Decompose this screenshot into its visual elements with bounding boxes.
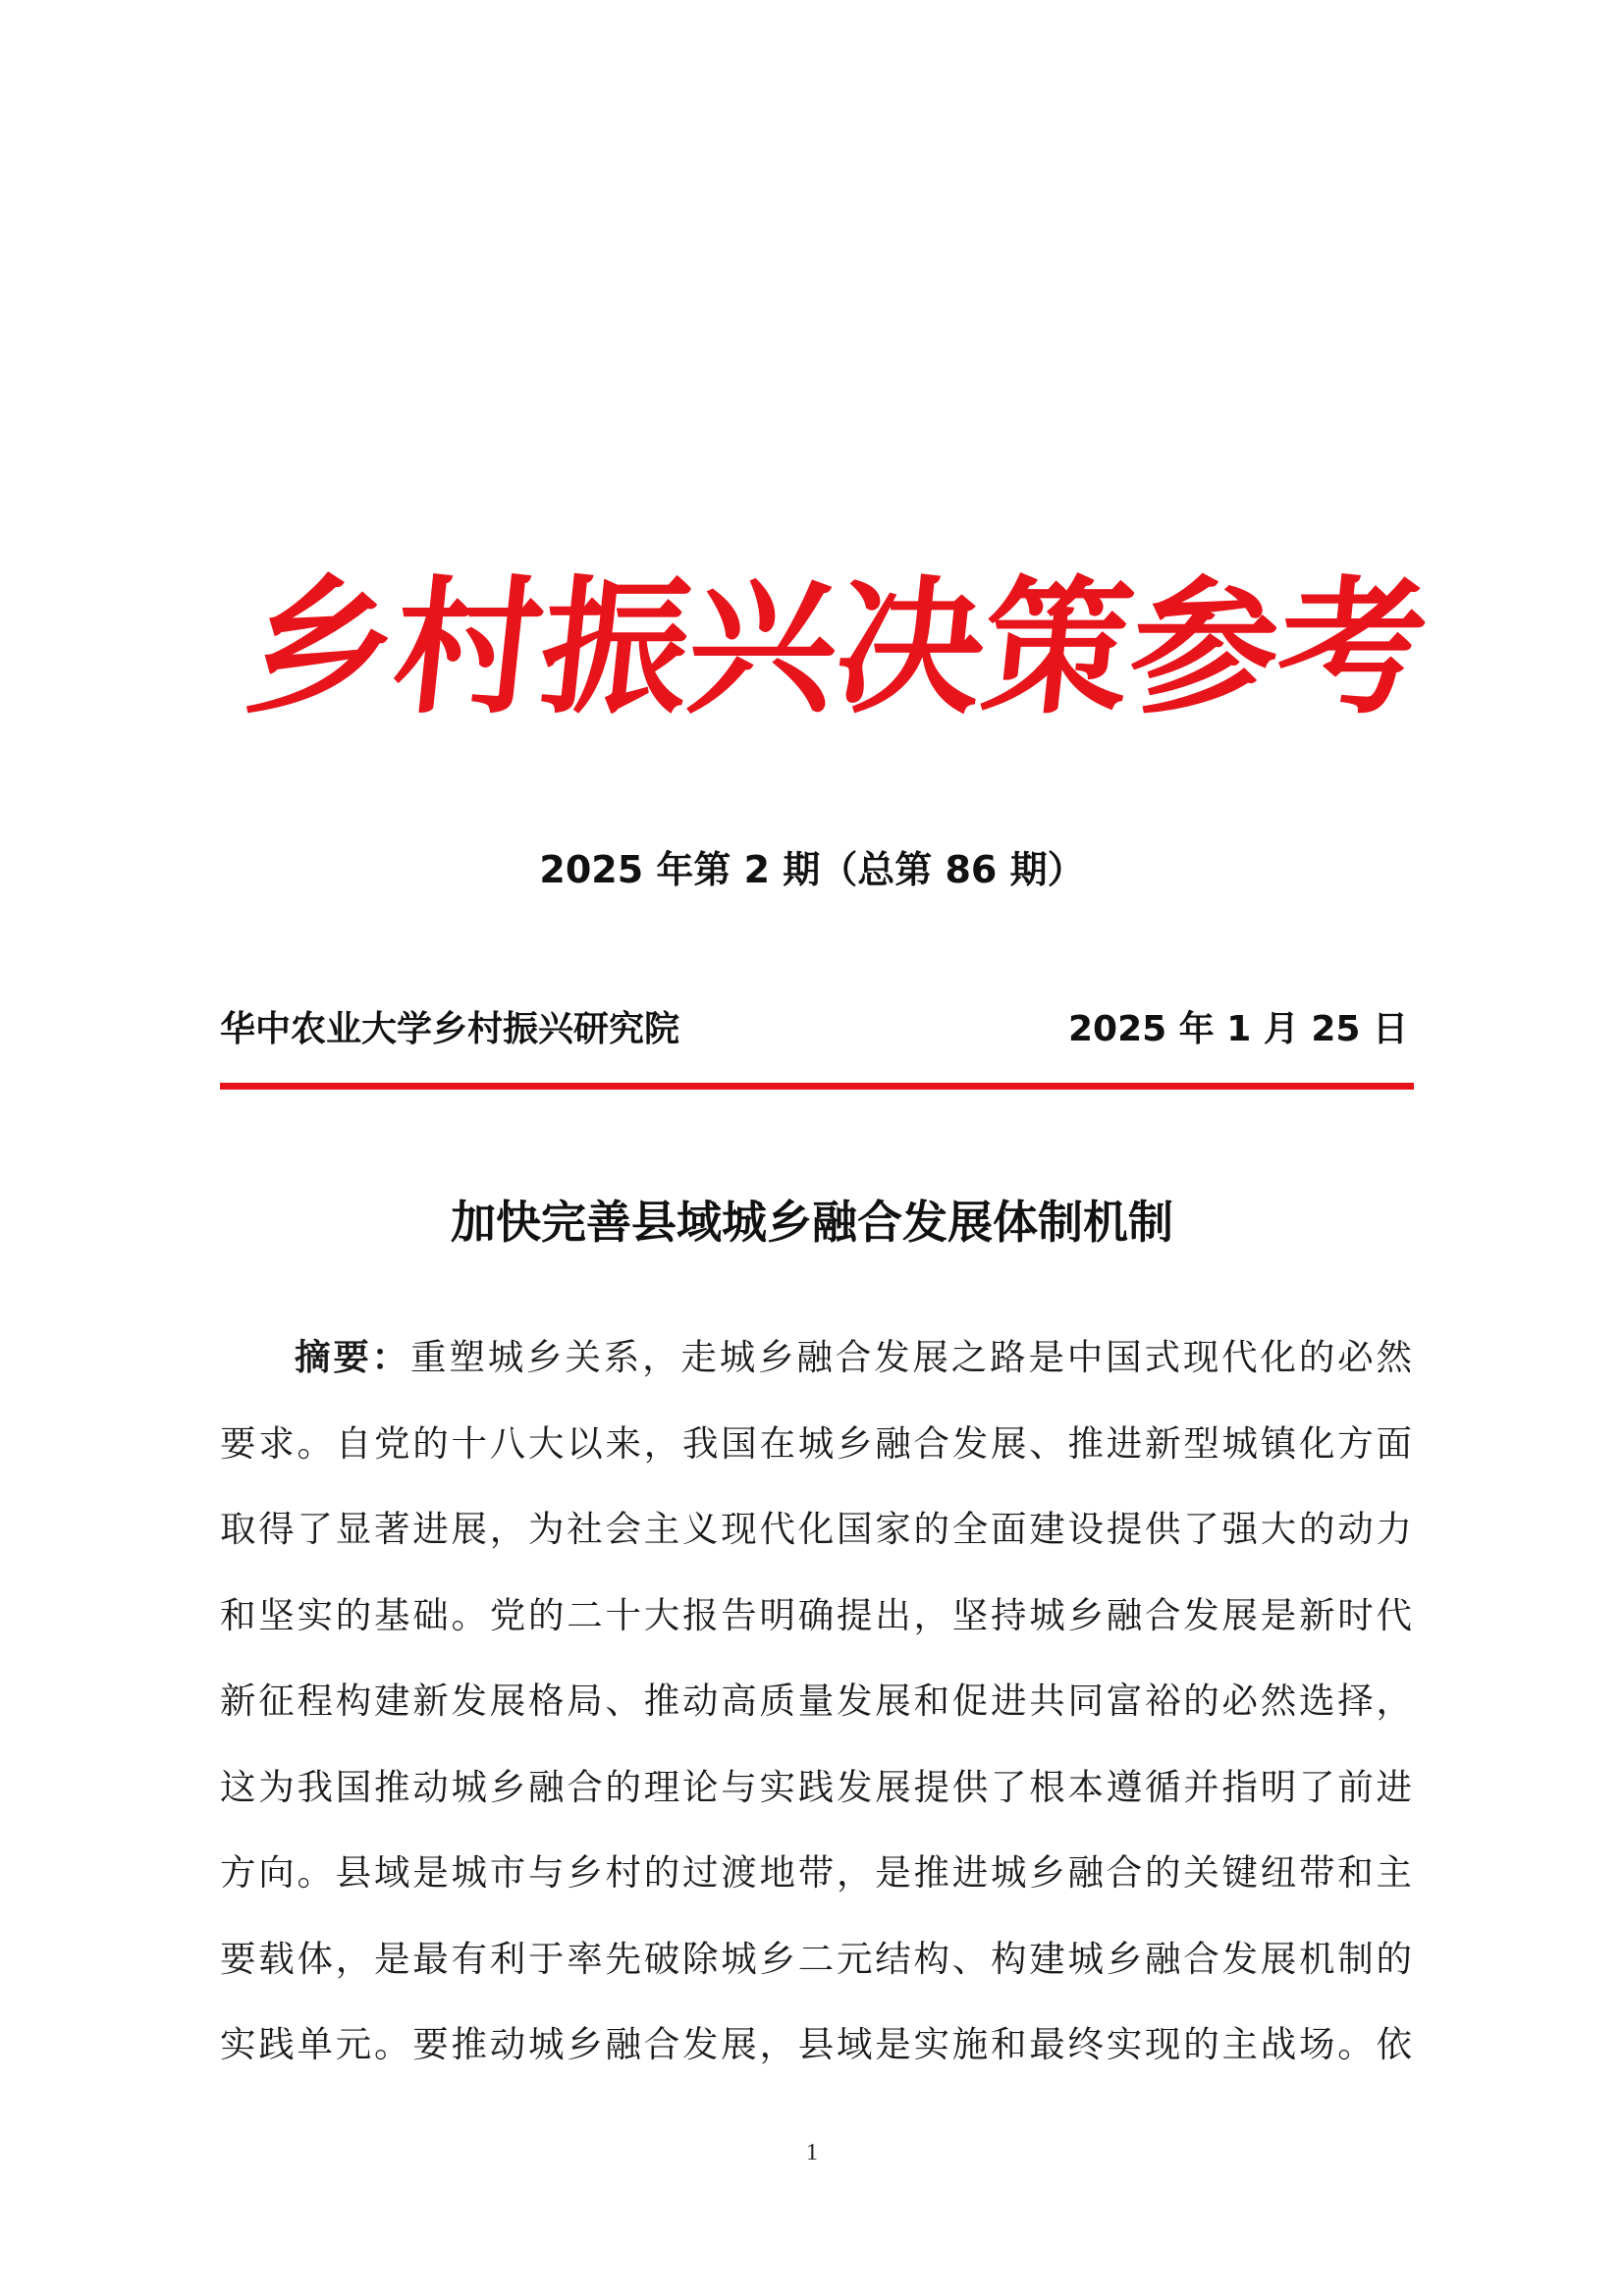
masthead-char: 乡 xyxy=(238,561,405,734)
masthead-char: 振 xyxy=(532,561,699,734)
abstract-line: 实践单元。要推动城乡融合发展，县域是实施和最终实现的主战场。依 xyxy=(220,2023,1412,2065)
publish-date: 2025 年 1 月 25 日 xyxy=(1067,1008,1408,1049)
abstract-label: 摘要： xyxy=(295,1336,411,1378)
masthead-char: 考 xyxy=(1269,561,1435,734)
red-divider xyxy=(220,1083,1414,1090)
masthead-char: 决 xyxy=(827,561,994,734)
abstract xyxy=(220,1314,1412,2088)
abstract-line xyxy=(220,1314,1412,1401)
publisher: 华中农业大学乡村振兴研究院 xyxy=(220,1008,680,1049)
meta-row xyxy=(220,996,1408,1055)
abstract-line: 要求。自党的十八大以来，我国在城乡融合发展、推进新型城镇化方面 xyxy=(220,1421,1412,1465)
masthead-title xyxy=(237,550,1435,746)
abstract-line: 取得了显著进展，为社会主义现代化国家的全面建设提供了强大的动力 xyxy=(220,1508,1412,1550)
masthead-char: 村 xyxy=(385,561,552,734)
abstract-line: 要载体，是最有利于率先破除城乡二元结构、构建城乡融合发展机制的 xyxy=(220,1937,1412,1980)
abstract-line: 和坚实的基础。党的二十大报告明确提出，坚持城乡融合发展是新时代 xyxy=(220,1593,1412,1636)
masthead-char: 策 xyxy=(974,561,1141,734)
issue-number: 2025 年第 2 期（总第 86 期） xyxy=(539,848,1085,891)
masthead-char: 参 xyxy=(1121,561,1288,734)
abstract-line: 这为我国推动城乡融合的理论与实践发展提供了根本遵循并指明了前进 xyxy=(220,1765,1412,1808)
abstract-text: 重塑城乡关系，走城乡融合发展之路是中国式现代化的必然 xyxy=(410,1336,1413,1378)
page-number: 1 xyxy=(806,2140,818,2165)
masthead xyxy=(0,550,1624,746)
abstract-line: 方向。县域是城市与乡村的过渡地带，是推进城乡融合的关键纽带和主 xyxy=(220,1851,1412,1894)
masthead-char: 兴 xyxy=(679,561,846,734)
article-title: 加快完善县域城乡融合发展体制机制 xyxy=(451,1196,1173,1249)
abstract-line: 新征程构建新发展格局、推动高质量发展和促进共同富裕的必然选择， xyxy=(220,1680,1412,1722)
